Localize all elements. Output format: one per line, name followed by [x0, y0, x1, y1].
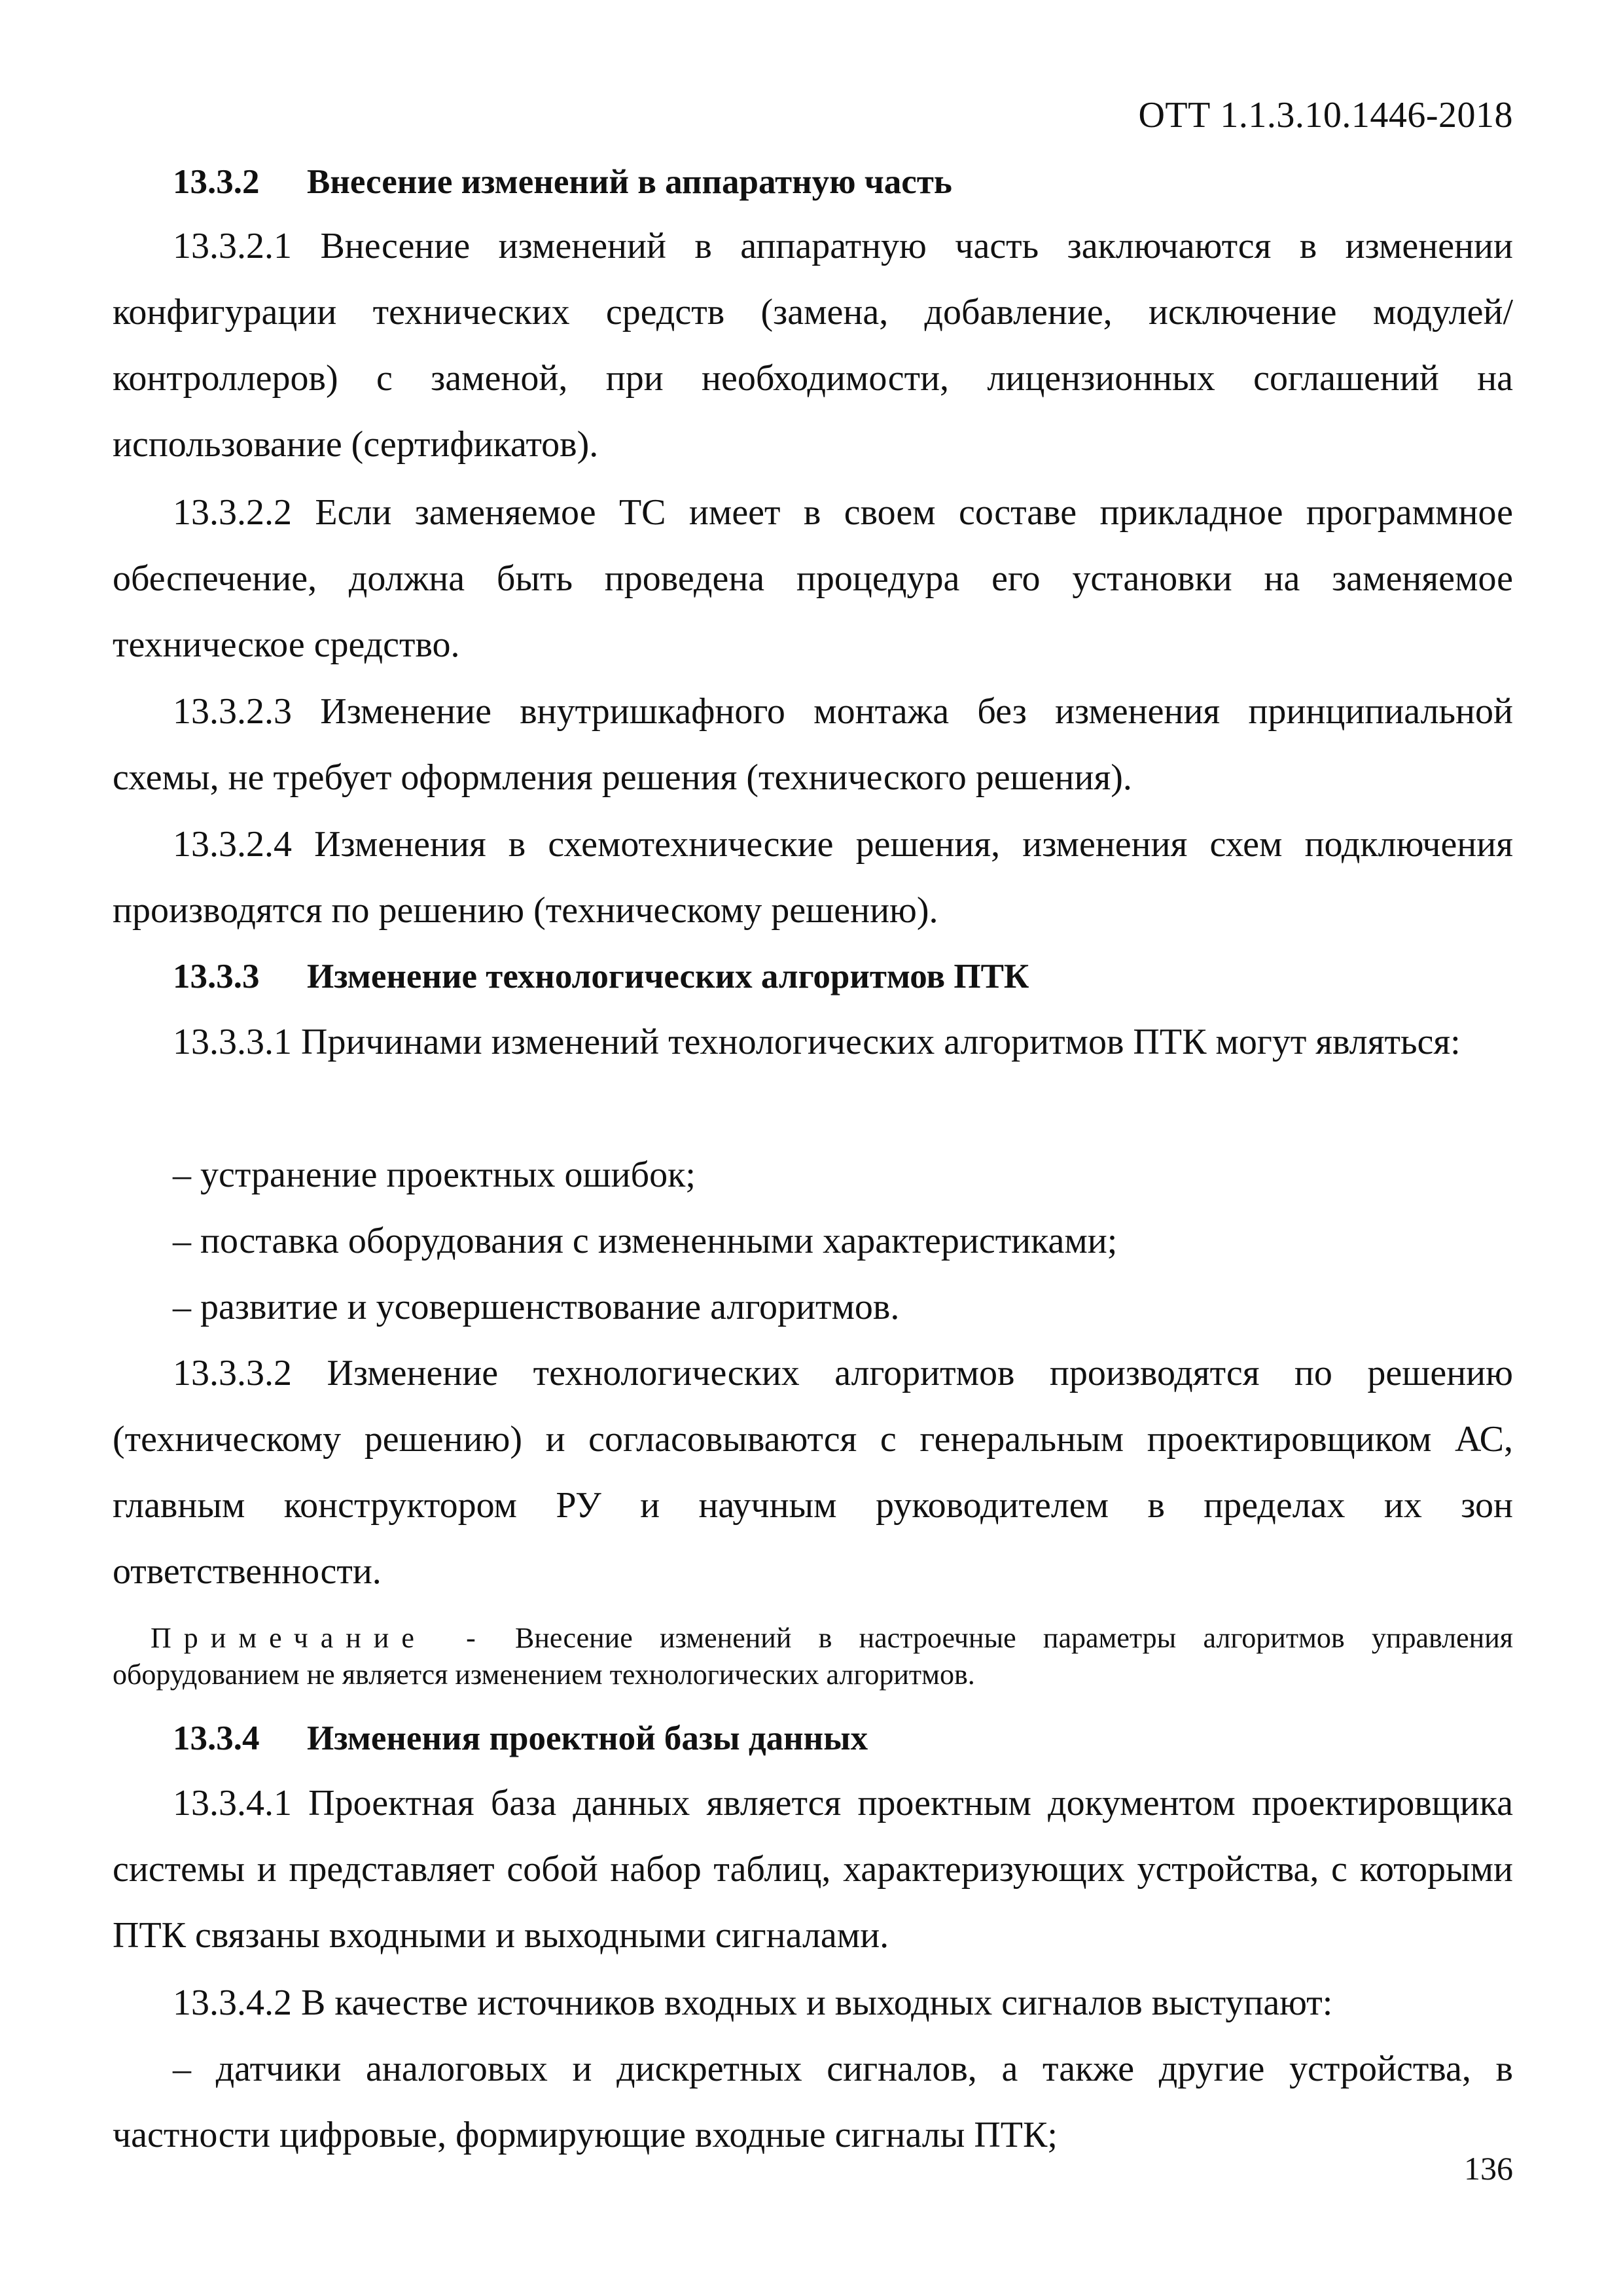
- list-item: – развитие и усовершенствование алгоритмов.: [173, 1287, 900, 1327]
- section-number: 13.3.4: [173, 1719, 260, 1757]
- section-heading-13-3-2: [173, 165, 952, 200]
- section-title: Изменение технологических алгоритмов ПТК: [307, 958, 1029, 996]
- list-item: – поставка оборудования с измененными характеристиками;: [173, 1221, 1118, 1261]
- document-code: ОТТ 1.1.3.10.1446-2018: [1138, 95, 1513, 135]
- page-number: 136: [1464, 2150, 1513, 2187]
- section-number: 13.3.3: [173, 958, 260, 996]
- paragraph-13-3-4-1: 13.3.4.1 Проектная база данных является проектным документом проектировщика системы и представляет собой набор таблиц, характеризующих устройства, с которыми ПТК связаны входными и выходными сигналами.: [113, 1783, 1513, 1956]
- paragraph-13-3-3-2: 13.3.3.2 Изменение технологических алгоритмов производятся по решению (техническому решению) и согласовываются с генеральным проектировщиком АС, главным конструктором РУ и научным руководителем в пределах их зон ответственности.: [113, 1353, 1513, 1592]
- section-number: 13.3.2: [173, 163, 260, 201]
- paragraph-13-3-2-3: 13.3.2.3 Изменение внутришкафного монтажа без изменения принципиальной схемы, не требует оформления решения (технического решения).: [113, 691, 1513, 798]
- note: [113, 1620, 1513, 1693]
- section-heading-13-3-3: [173, 960, 1029, 994]
- paragraph-13-3-2-4: 13.3.2.4 Изменения в схемотехнические решения, изменения схем подключения производятся по решению (техническому решению).: [113, 824, 1513, 931]
- paragraph-13-3-4-2: 13.3.4.2 В качестве источников входных и выходных сигналов выступают:: [173, 1982, 1333, 2023]
- note-text: Внесение изменений в настроечные параметры алгоритмов управления оборудованием не является изменением технологических алгоритмов.: [113, 1622, 1513, 1691]
- section-heading-13-3-4: [173, 1721, 868, 1756]
- note-label: Примечание -: [151, 1622, 488, 1654]
- section-title: Изменения проектной базы данных: [307, 1719, 868, 1757]
- section-title: Внесение изменений в аппаратную часть: [307, 163, 952, 201]
- paragraph-13-3-2-1: 13.3.2.1 Внесение изменений в аппаратную часть заключаются в изменении конфигурации технических средств (замена, добавление, исключение модулей/контроллеров) с заменой, при необходимости, лицензионных соглашений на использование (сертификатов).: [113, 226, 1513, 465]
- paragraph-13-3-3-1: 13.3.3.1 Причинами изменений технологических алгоритмов ПТК могут являться:: [173, 1022, 1461, 1062]
- paragraph-13-3-2-2: 13.3.2.2 Если заменяемое ТС имеет в своем составе прикладное программное обеспечение, должна быть проведена процедура его установки на заменяемое техническое средство.: [113, 492, 1513, 665]
- list-item: – устранение проектных ошибок;: [173, 1155, 696, 1195]
- list-item: – датчики аналоговых и дискретных сигналов, а также другие устройства, в частности цифровые, формирующие входные сигналы ПТК;: [113, 2049, 1513, 2155]
